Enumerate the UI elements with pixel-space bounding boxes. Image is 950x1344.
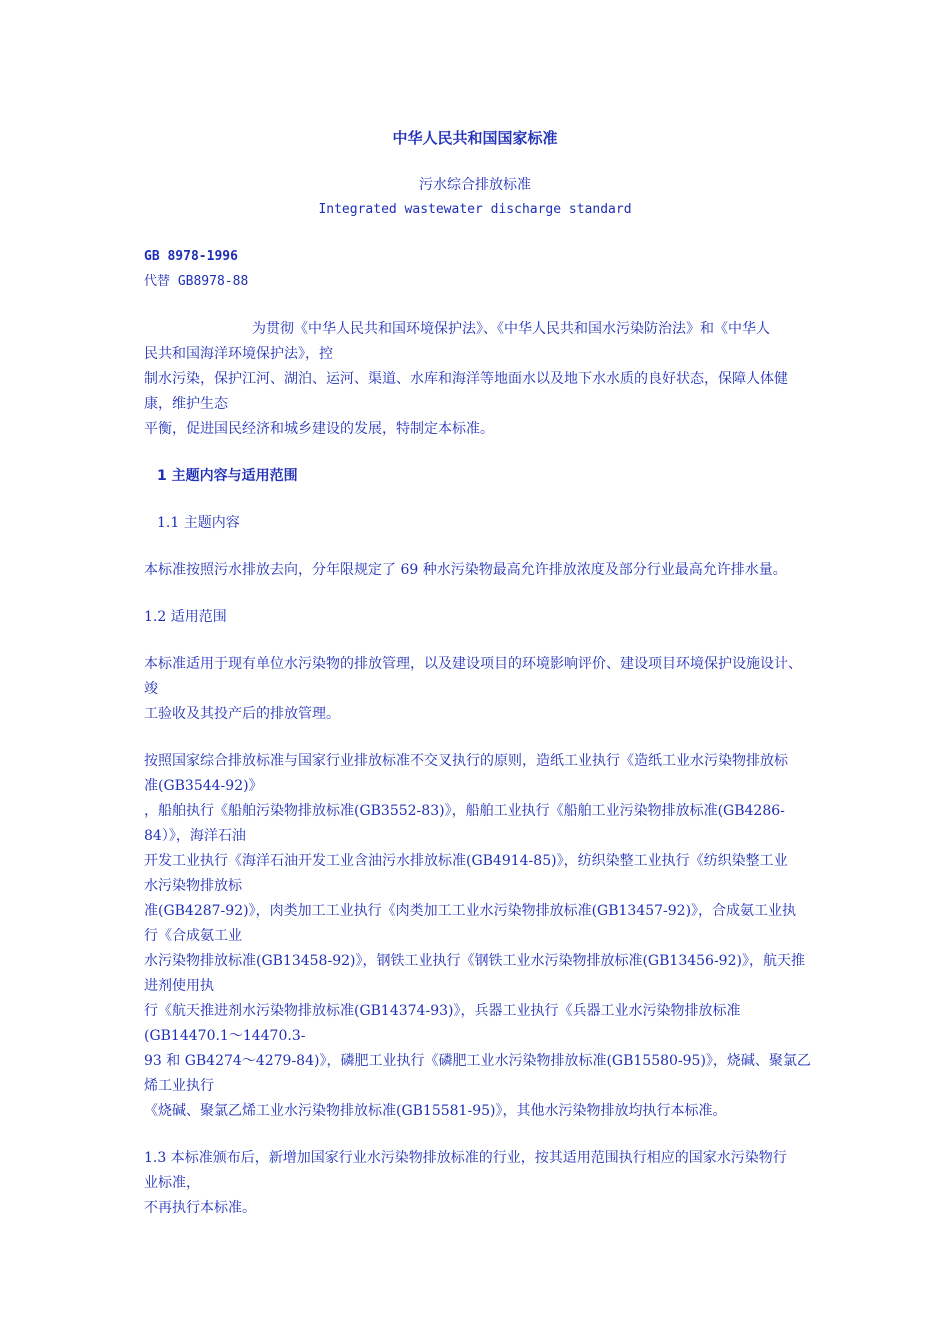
section-1-2-para2-line: 按照国家综合排放标准与国家行业排放标准不交叉执行的原则，造纸工业执行《造纸工业水污染物排放标: [144, 753, 788, 769]
section-1-2-para2-line: 84）》，海洋石油: [144, 828, 246, 844]
section-1-3-line: 1.3 本标准颁布后，新增加国家行业水污染物排放标准的行业，按其适用范围执行相应的国家水污染物行: [144, 1150, 787, 1166]
section-1-2-para2-line: 进剂使用执: [144, 978, 214, 994]
section-1-2-para1-line: 竣: [144, 681, 158, 697]
section-1-3-line: 业标准，: [144, 1175, 200, 1191]
section-1-2-para2-line: 行《合成氨工业: [144, 928, 242, 944]
standard-replaces: 代替 GB8978-88: [144, 274, 249, 289]
document-subtitle-cn: 污水综合排放标准: [419, 177, 531, 193]
section-1-2-para2-line: 烯工业执行: [144, 1078, 214, 1094]
intro-line: 制水污染，保护江河、湖泊、运河、渠道、水库和海洋等地面水以及地下水水质的良好状态，保障人体健: [144, 371, 788, 387]
intro-line: 康，维护生态: [144, 396, 228, 412]
section-1-2-para2-line: 《烧碱、聚氯乙烯工业水污染物排放标准(GB15581-95)》，其他水污染物排放均执行本标准。: [144, 1103, 727, 1119]
intro-line: 民共和国海洋环境保护法》，控: [144, 346, 333, 362]
section-1-2-para1-line: 工验收及其投产后的排放管理。: [144, 706, 340, 722]
section-1-1-text: 本标准按照污水排放去向，分年限规定了 69 种水污染物最高允许排放浓度及部分行业最高允许排水量。: [144, 562, 787, 578]
section-1-heading: 1 主题内容与适用范围: [157, 468, 298, 484]
standard-code: GB 8978-1996: [144, 249, 238, 264]
document-title: 中华人民共和国国家标准: [392, 129, 558, 147]
section-1-2-para2-line: 准(GB4287-92)》，肉类加工工业执行《肉类加工工业水污染物排放标准(GB13457-92)》，合成氨工业执: [144, 903, 797, 919]
section-1-2-para2-line: 开发工业执行《海洋石油开发工业含油污水排放标准(GB4914-85)》，纺织染整工业执行《纺织染整工业: [144, 853, 788, 869]
section-1-2-para2-line: 水污染物排放标准(GB13458-92)》，钢铁工业执行《钢铁工业水污染物排放标准(GB13456-92)》，航天推: [144, 953, 805, 969]
section-1-2-heading: 1.2 适用范围: [144, 609, 227, 625]
section-1-1-heading: 1.1 主题内容: [157, 515, 240, 531]
section-1-2-para2-line: ，船舶执行《船舶污染物排放标准(GB3552-83)》，船舶工业执行《船舶工业污染物排放标准(GB4286-: [144, 803, 785, 819]
section-1-2-para2-line: (GB14470.1～14470.3-: [144, 1028, 306, 1044]
section-1-2-para2-line: 行《航天推进剂水污染物排放标准(GB14374-93)》，兵器工业执行《兵器工业水污染物排放标准: [144, 1003, 741, 1019]
section-1-2-para2-line: 93 和 GB4274～4279-84)》，磷肥工业执行《磷肥工业水污染物排放标准(GB15580-95)》，烧碱、聚氯乙: [144, 1053, 811, 1069]
intro-line: 为贯彻《中华人民共和国环境保护法》、《中华人民共和国水污染防治法》和《中华人: [252, 321, 770, 337]
document-subtitle-en: Integrated wastewater discharge standard: [318, 202, 632, 217]
intro-line: 平衡，促进国民经济和城乡建设的发展，特制定本标准。: [144, 421, 494, 437]
section-1-2-para1-line: 本标准适用于现有单位水污染物的排放管理，以及建设项目的环境影响评价、建设项目环境保护设施设计、: [144, 656, 802, 672]
section-1-2-para2-line: 水污染物排放标: [144, 878, 242, 894]
section-1-3-line: 不再执行本标准。: [144, 1200, 256, 1216]
section-1-2-para2-line: 准(GB3544-92)》: [144, 778, 263, 794]
